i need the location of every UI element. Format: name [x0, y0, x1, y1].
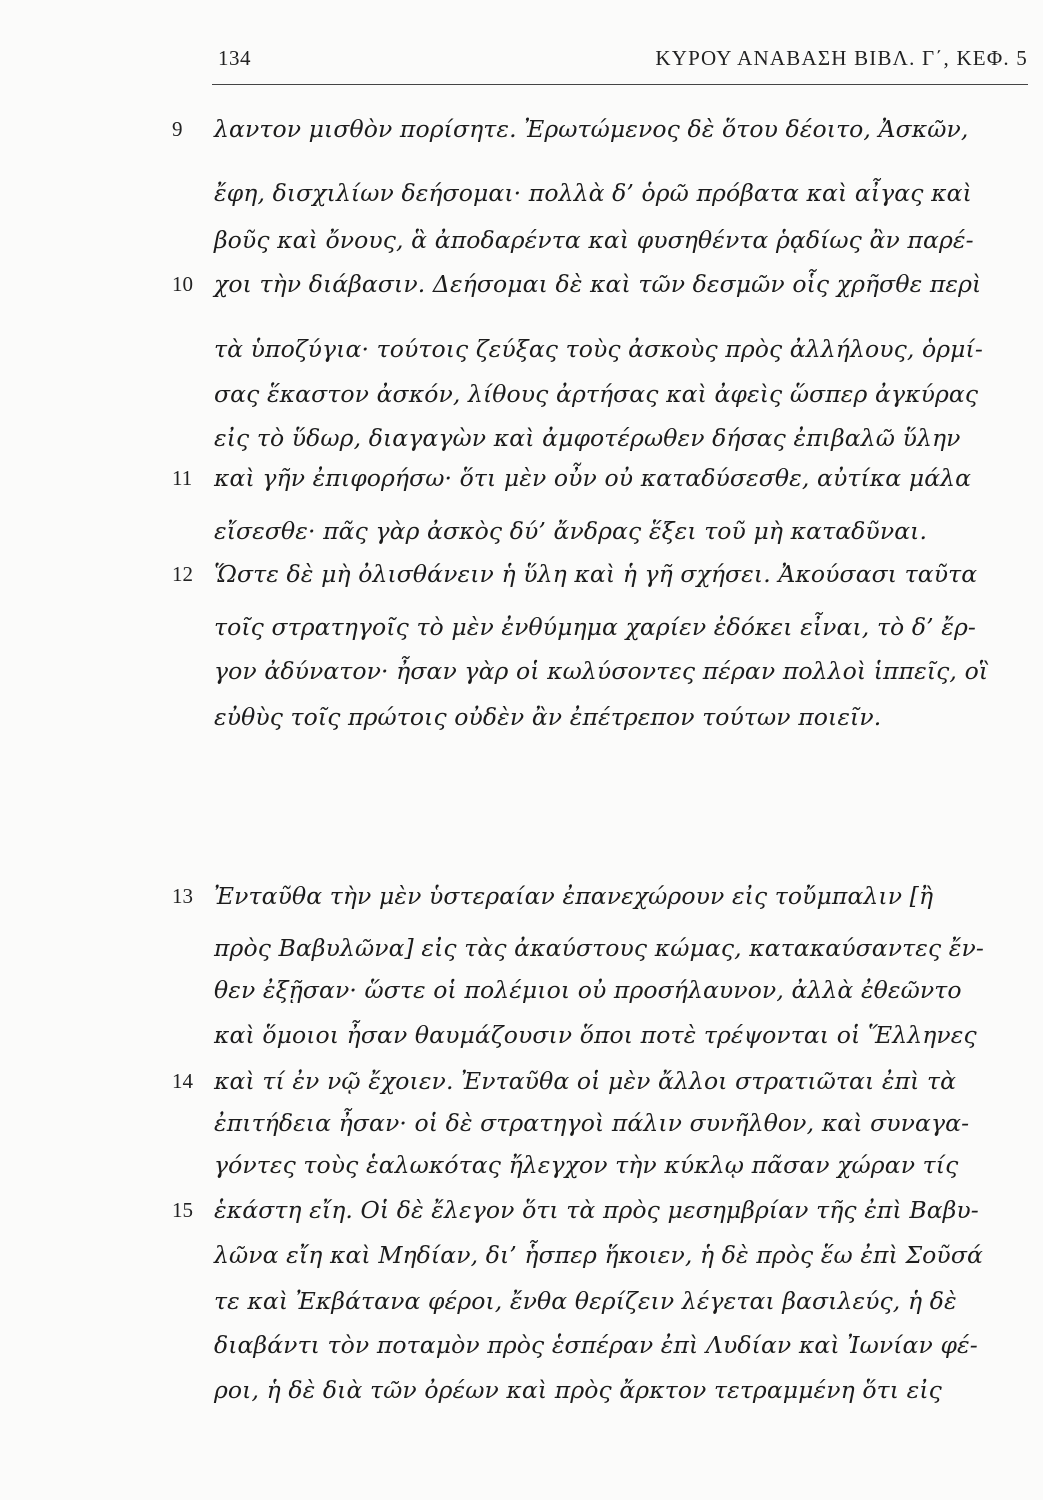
- header-divider: [212, 84, 1028, 85]
- text-line: τοῖς στρατηγοῖς τὸ μὲν ἐνθύμημα χαρίεν ἐδόκει εἶναι, τὸ δ’ ἔρ-: [214, 613, 976, 641]
- text-line: ἐπιτήδεια ἦσαν· οἱ δὲ στρατηγοὶ πάλιν συνῆλθον, καὶ συναγα-: [214, 1109, 970, 1137]
- text-line: βοῦς καὶ ὄνους, ἃ ἀποδαρέντα καὶ φυσηθέντα ῥᾳδίως ἂν παρέ-: [214, 226, 974, 254]
- text-line: καὶ γῆν ἐπιφορήσω· ὅτι μὲν οὖν οὐ καταδύσεσθε, αὐτίκα μάλα: [214, 464, 972, 492]
- text-line: εὐθὺς τοῖς πρώτοις οὐδὲν ἂν ἐπέτρεπον τούτων ποιεῖν.: [214, 703, 882, 731]
- section-number: 13: [172, 884, 193, 908]
- text-line: λῶνα εἴη καὶ Μηδίαν, δι’ ἧσπερ ἥκοιεν, ἡ δὲ πρὸς ἕω ἐπὶ Σοῦσά: [214, 1241, 983, 1269]
- text-line: γον ἀδύνατον· ἦσαν γὰρ οἱ κωλύσοντες πέραν πολλοὶ ἱππεῖς, οἳ: [214, 657, 989, 685]
- text-line: σας ἕκαστον ἀσκόν, λίθους ἀρτήσας καὶ ἀφεὶς ὥσπερ ἀγκύρας: [214, 380, 979, 408]
- section-number: 10: [172, 272, 193, 296]
- section-number: 14: [172, 1069, 193, 1093]
- text-line: λαντον μισθὸν πορίσητε. Ἐρωτώμενος δὲ ὅτου δέοιτο, Ἀσκῶν,: [214, 115, 969, 143]
- page-header: [212, 46, 1032, 76]
- text-line: ἔφη, δισχιλίων δεήσομαι· πολλὰ δ’ ὁρῶ πρόβατα καὶ αἶγας καὶ: [214, 179, 972, 207]
- section-number: 11: [172, 466, 193, 490]
- page-number: 134: [218, 46, 251, 70]
- text-line: τὰ ὑποζύγια· τούτοις ζεύξας τοὺς ἀσκοὺς πρὸς ἀλλήλους, ὁρμί-: [214, 335, 983, 363]
- text-line: εἴσεσθε· πᾶς γὰρ ἀσκὸς δύ’ ἄνδρας ἕξει τοῦ μὴ καταδῦναι.: [214, 517, 928, 545]
- section-number: 9: [172, 117, 183, 141]
- text-line: χοι τὴν διάβασιν. Δεήσομαι δὲ καὶ τῶν δεσμῶν οἷς χρῆσθε περὶ: [214, 270, 982, 298]
- text-line: γόντες τοὺς ἑαλωκότας ἤλεγχον τὴν κύκλῳ πᾶσαν χώραν τίς: [214, 1151, 959, 1179]
- text-line: πρὸς Βαβυλῶνα] εἰς τὰς ἀκαύστους κώμας, κατακαύσαντες ἔν-: [214, 934, 984, 962]
- text-line: καὶ ὅμοιοι ἦσαν θαυμάζουσιν ὅποι ποτὲ τρέψονται οἱ Ἕλληνες: [214, 1021, 977, 1049]
- text-line: Ἐνταῦθα τὴν μὲν ὑστεραίαν ἐπανεχώρουν εἰς τοὔμπαλιν [ἢ: [214, 882, 934, 910]
- text-line: θεν ἐξῇσαν· ὥστε οἱ πολέμιοι οὐ προσήλαυνον, ἀλλὰ ἐθεῶντο: [214, 976, 962, 1004]
- text-line: Ὥστε δὲ μὴ ὀλισθάνειν ἡ ὕλη καὶ ἡ γῆ σχήσει. Ἀκούσασι ταῦτα: [214, 560, 978, 588]
- text-line: καὶ τί ἐν νῷ ἔχοιεν. Ἐνταῦθα οἱ μὲν ἄλλοι στρατιῶται ἐπὶ τὰ: [214, 1067, 957, 1095]
- text-line: ἑκάστη εἴη. Οἱ δὲ ἔλεγον ὅτι τὰ πρὸς μεσημβρίαν τῆς ἐπὶ Βαβυ-: [214, 1196, 979, 1224]
- section-number: 12: [172, 562, 193, 586]
- text-line: εἰς τὸ ὕδωρ, διαγαγὼν καὶ ἀμφοτέρωθεν δήσας ἐπιβαλῶ ὕλην: [214, 424, 961, 452]
- text-line: διαβάντι τὸν ποταμὸν πρὸς ἑσπέραν ἐπὶ Λυδίαν καὶ Ἰωνίαν φέ-: [214, 1331, 978, 1359]
- running-head: ΚΥΡΟΥ ΑΝΑΒΑΣΗ ΒΙΒΛ. Γ΄, ΚΕΦ. 5: [655, 46, 1028, 70]
- text-line: τε καὶ Ἐκβάτανα φέροι, ἔνθα θερίζειν λέγεται βασιλεύς, ἡ δὲ: [214, 1287, 957, 1315]
- section-number: 15: [172, 1198, 193, 1222]
- text-line: ροι, ἡ δὲ διὰ τῶν ὀρέων καὶ πρὸς ἄρκτον τετραμμένη ὅτι εἰς: [214, 1376, 942, 1404]
